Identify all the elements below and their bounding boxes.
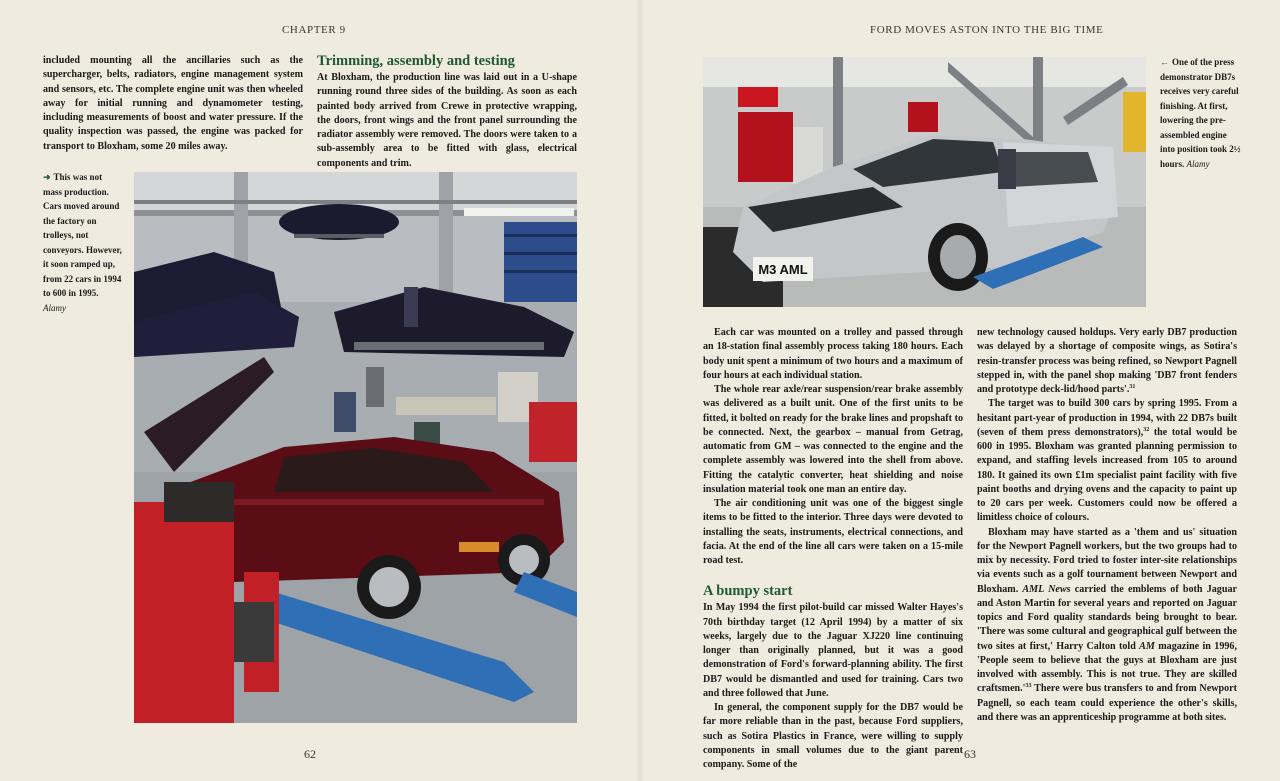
trimming-paragraph: At Bloxham, the production line was laid out in a U-shape running round three sides of the building. As soon as each painted body arrived from Crewe in protective wrapping, the doors, front wings and the front panel surrounding the radiator assembly were removed. The doors were taken to a sub-assembly area to be fitted with glass, electrical components and trim. bbox=[317, 72, 577, 169]
press-demonstrator-photo bbox=[703, 57, 1146, 307]
trimming-column bbox=[317, 53, 577, 171]
text-run: magazine in 1996, 'People seem to believe that the guys at Bloxham are just involved with assembly. This is not true. They are skilled craftsmen.' bbox=[977, 640, 1237, 695]
page-gutter bbox=[636, 0, 644, 781]
footnote-ref: 32 bbox=[1143, 426, 1150, 433]
footnote-ref: 33 bbox=[1025, 683, 1032, 690]
body-paragraph bbox=[977, 526, 1237, 726]
factory-floor-photo bbox=[134, 172, 577, 723]
left-caption-credit: Alamy bbox=[43, 302, 66, 313]
text-run: new technology caused holdups. Very early DB7 production was delayed by a shortage of composite wings, as Sotira's resin-transfer process was being refined, so Newport Pagnell stepped in, with the panel shop making 'DB7 front fenders and prototype deck-lid/hood parts'. bbox=[977, 327, 1237, 395]
text-run: Bloxham may have started as a 'them and us' situation for the Newport Pagnell workers, but the two groups had to mix by necessity. Ford tried to foster inter-site relationships via events such as a golf tournament between Newport and Bloxham. bbox=[977, 526, 1237, 595]
body-paragraph bbox=[977, 326, 1237, 397]
right-caption-credit: Alamy bbox=[1186, 158, 1210, 169]
left-intro-column bbox=[43, 54, 303, 154]
left-running-head: CHAPTER 9 bbox=[282, 24, 346, 36]
left-folio: 62 bbox=[304, 747, 316, 761]
body-paragraph: In May 1994 the first pilot-build car missed Walter Hayes's 70th birthday target (12 April 1994) by a matter of six weeks, largely due to the Jaguar XJ220 line continuing longer than originally planned, but it was a good demonstration of Ford's forward-planning ability. The first DB7 would be dismantled and used for training. Cars two and three followed that June. bbox=[703, 602, 963, 699]
right-column-1 bbox=[703, 326, 963, 772]
text-run: carried the emblems of both Jaguar and Aston Martin for several years and reported on Jaguar topics and Ford quality standards being brought to bear. 'There was some cultural and geographical gulf between the two sites at first,' Harry Calton told bbox=[977, 583, 1237, 652]
body-paragraph: The whole rear axle/rear suspension/rear brake assembly was delivered as a built unit. One of the first units to be fitted, it bolted on ready for the brake lines and propshaft to be connected. Next, the gearbox – manual from Getrag, automatic from GM – was connected to the engine and the complete assembly was lowered into the shell from above. Fitting the catalytic converter, heat shielding and noise insulation material took one man an entire day. bbox=[703, 384, 963, 495]
caption-arrow-icon: ➜ bbox=[43, 172, 51, 182]
body-paragraph: The air conditioning unit was one of the biggest single items to be fitted to the interior. Three days were devoted to installing the seats, instruments, electrical connections, and facia. At the end of the line all cars were taken on a 15-mile road test. bbox=[703, 498, 963, 566]
body-paragraph bbox=[977, 397, 1237, 525]
left-caption-text: This was not mass production. Cars moved around the factory on trolleys, not conveyors. However, it soon ramped up, from 22 cars in 1994 to 600 in 1995. bbox=[43, 172, 122, 298]
number-plate-text: M3 AML bbox=[758, 262, 808, 277]
publication-title: AML News bbox=[1022, 583, 1071, 595]
text-run: The target was to build 300 cars by spring 1995. From a hesitant part-year of production in 1994, with 22 DB7s built (seven of them press demonstrators), bbox=[977, 398, 1237, 438]
right-folio: 63 bbox=[964, 747, 976, 761]
text-run: the total would be 600 in 1995. Bloxham was granted planning permission to expand, and staffing levels increased from 105 to around 180. It gained its own £1m specialist paint facility with five paint booths and drying ovens and the capacity to paint up to 20 cars per week. Customers could now be offered a limitless choice of colours. bbox=[977, 426, 1237, 524]
publication-title: AM bbox=[1139, 640, 1155, 652]
right-photo-caption bbox=[1160, 55, 1242, 171]
trimming-subhead: Trimming, assembly and testing bbox=[317, 53, 515, 69]
body-paragraph: In general, the component supply for the DB7 would be far more reliable than in the past, because Ford suppliers, such as Sotira Plastics in France, were willing to supply components in small volumes due to the giant parent company. Some of the bbox=[703, 702, 963, 770]
left-photo-caption bbox=[43, 170, 123, 315]
text-run: There were bus transfers to and from Newport Pagnell, so each team could experience the other's skills, and there was an apprenticeship programme at both sites. bbox=[977, 683, 1237, 723]
right-column-2 bbox=[977, 326, 1237, 725]
bumpy-start-subhead: A bumpy start bbox=[703, 583, 793, 600]
right-caption-text: One of the press demonstrator DB7s receives very careful finishing. At first, lowering the pre-assembled engine into position took 2½ hours. bbox=[1160, 57, 1241, 169]
footnote-ref: 31 bbox=[1129, 384, 1136, 390]
caption-back-arrow-icon: ← bbox=[1160, 57, 1169, 67]
body-paragraph: Each car was mounted on a trolley and passed through an 18-station final assembly process taking 180 hours. Each body unit spent a minimum of two hours and a maximum of four hours at each individual station. bbox=[703, 327, 963, 381]
right-running-head: FORD MOVES ASTON INTO THE BIG TIME bbox=[870, 24, 1104, 36]
intro-paragraph: included mounting all the ancillaries such as the supercharger, belts, radiators, engine management system and sensors, etc. The complete engine unit was then wheeled away for initial running and dynamometer testing, including measurements of boost and water pressure. If the quality inspection was passed, the engine was packed for transport to Bloxham, some 20 miles away. bbox=[43, 55, 303, 152]
